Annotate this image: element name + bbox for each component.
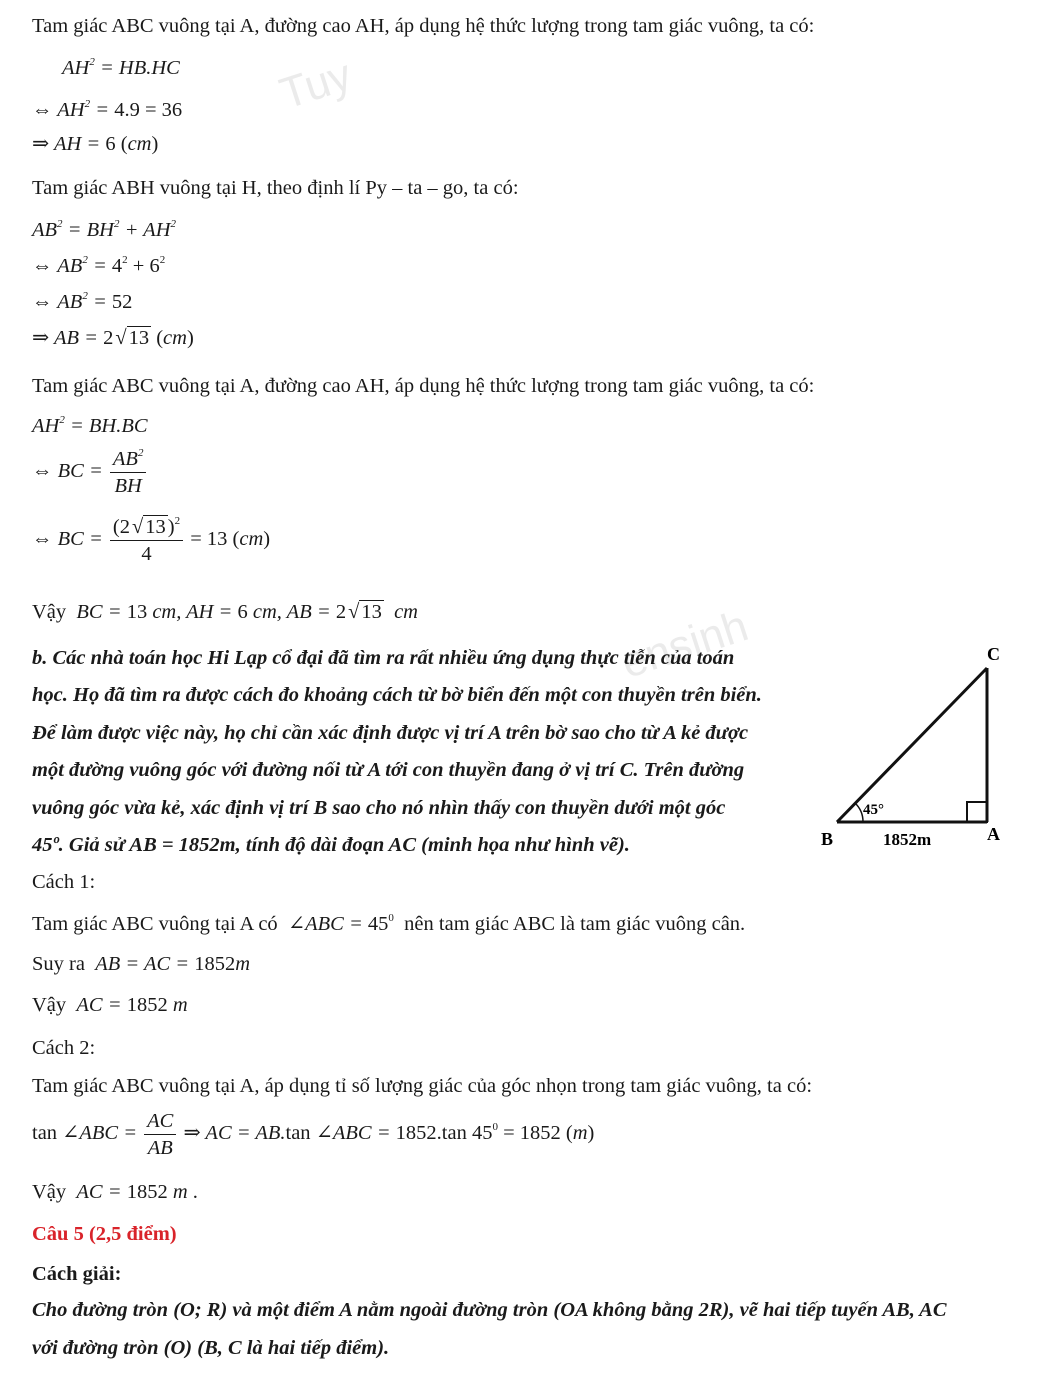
math-line: ⇒ AB = 2√13 (cm) — [32, 327, 194, 349]
math-line: ⇒ AH = 6 (cm) — [32, 133, 159, 155]
math-line: ⇔ $AH^2 = 4.9 = 36$ — [32, 98, 183, 121]
label-c: C — [987, 644, 1000, 664]
method-1-heading: Cách 1: — [32, 871, 96, 893]
angle-label: 45° — [863, 802, 884, 818]
label-b: B — [821, 829, 834, 849]
partb-line: 45º. Giả sử AB = 1852m, tính độ dài đoạn AC (minh họa như hình vẽ). — [32, 834, 630, 856]
label-a: A — [987, 824, 1000, 844]
text-line: Vậy AC = 1852 m . — [32, 1181, 198, 1203]
text-segment: Tam giác ABC vuông tại A có — [32, 913, 278, 935]
method-2-heading: Cách 2: — [32, 1037, 96, 1059]
question-5-heading: Câu 5 (2,5 điểm) — [32, 1223, 177, 1245]
watermark: Tuy — [274, 50, 358, 119]
partb-line: Để làm được việc này, họ chỉ cần xác định được vị trí A trên bờ sao cho từ A kẻ được — [32, 722, 749, 744]
partb-line: b. Các nhà toán học Hi Lạp cổ đại đã tìm ra rất nhiều ứng dụng thực tiễn của toán — [32, 647, 735, 669]
math-line: $AH^2 = BH.BC$ — [32, 414, 148, 437]
text-line: Tam giác ABH vuông tại H, theo định lí Py – ta – go, ta có: — [32, 177, 519, 199]
text-segment: nên tam giác ABC là tam giác vuông cân. — [404, 913, 746, 935]
length-label: 1852m — [883, 830, 932, 849]
text-segment: Vậy — [32, 994, 67, 1016]
math-line: $AB^2 = BH^2 + AH^2$ — [32, 218, 177, 241]
text-line: Vậy BC = 13 cm, AH = 6 cm, AB = 2√13 cm — [32, 601, 418, 623]
vay-label: Vậy — [32, 601, 67, 623]
partb-line: một đường vuông góc với đường nối từ A tới con thuyền đang ở vị trí C. Trên đường — [32, 759, 745, 781]
watermark: ensinh — [615, 601, 754, 688]
text-line: Tam giác ABC vuông tại A có ∠ABC = $45^0$ nên tam giác ABC là tam giác vuông cân. — [32, 912, 746, 935]
text-line: Tam giác ABC vuông tại A, đường cao AH, áp dụng hệ thức lượng trong tam giác vuông, ta có: — [32, 15, 815, 37]
question-text: với đường tròn (O) (B, C là hai tiếp điểm). — [32, 1337, 390, 1359]
solution-heading: Cách giải: — [32, 1263, 122, 1285]
math-line: tan ∠ABC = $\frac{AC}{AB}$ ⇒ AC = AB.tan ∠ABC = 1852.tan $45^0 = 1852$ (m) — [32, 1110, 595, 1159]
math-line: ⇔ BC = $\frac{(2√13)^2}{4}$ = 13 (cm) — [32, 515, 271, 565]
text-segment: Suy ra — [32, 953, 85, 975]
text-line: Suy ra AB = AC = 1852m — [32, 953, 251, 975]
math-line: ⇔ $AB^2 = 4^2 + 6^2$ — [32, 254, 166, 277]
math-line: ⇔ BC = $\frac{AB^2}{BH}$ — [32, 446, 148, 499]
text-line: Tam giác ABC vuông tại A, đường cao AH, áp dụng hệ thức lượng trong tam giác vuông, ta có: — [32, 375, 815, 397]
text-line: Vậy AC = 1852 m — [32, 994, 188, 1016]
text-line: Tam giác ABC vuông tại A, áp dụng tỉ số lượng giác của góc nhọn trong tam giác vuông, ta có: — [32, 1075, 813, 1097]
math-line: ⇔ $AB^2 = 52$ — [32, 290, 133, 313]
partb-line: vuông góc vừa kẻ, xác định vị trí B sao cho nó nhìn thấy con thuyền dưới một góc — [32, 797, 726, 819]
math-line: $AH^2 = HB.HC$ — [62, 56, 180, 79]
triangle-figure — [815, 640, 1015, 852]
question-text: Cho đường tròn (O; R) và một điểm A nằm ngoài đường tròn (OA không bằng 2R), vẽ hai tiếp tuyến AB, AC — [32, 1299, 947, 1321]
text-segment: Vậy — [32, 1181, 67, 1203]
partb-line: học. Họ đã tìm ra được cách đo khoảng cách từ bờ biển đến một con thuyền trên biển. — [32, 684, 762, 706]
